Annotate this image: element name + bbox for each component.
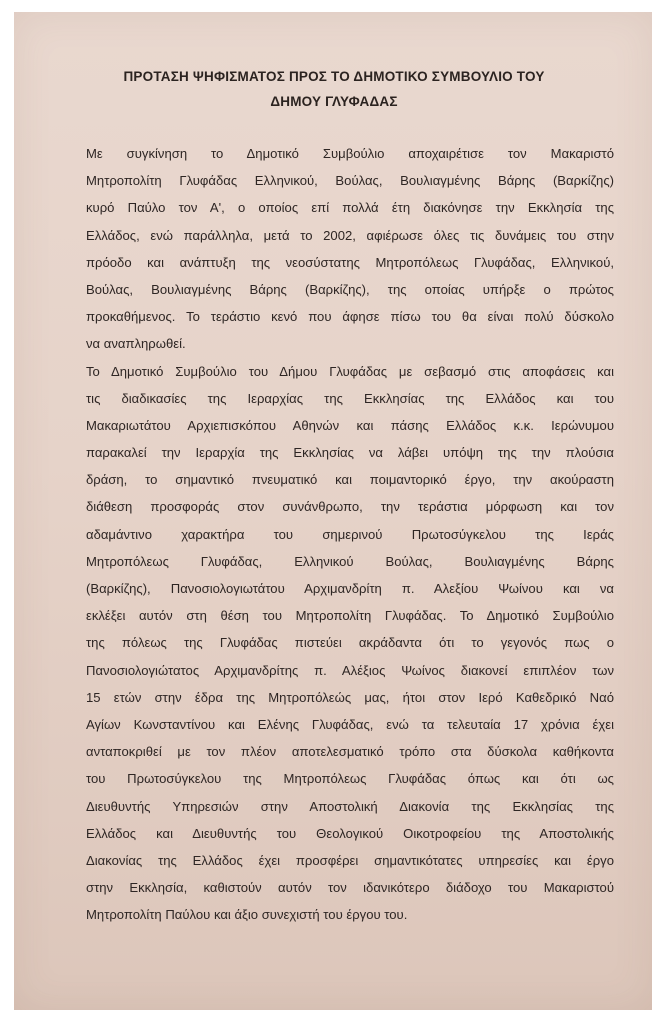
text-line: Μητροπόλεως Γλυφάδας, Ελληνικού Βούλας, Βουλιαγμένης Βάρης [86, 553, 614, 569]
text-line: τις διαδικασίες της Ιεραρχίας της Εκκλησίας της Ελλάδος και του [86, 390, 614, 406]
text-line: δράση, το σημαντικό πνευματικό και ποιμαντορικό έργο, την ακούραστη [86, 472, 614, 488]
text-line: στην Εκκλησία, καθιστούν αυτόν τον ιδανικότερο διάδοχο του Μακαριστού [86, 880, 614, 896]
title-line: ΔΗΜΟΥ ΓΛΥΦΑΔΑΣ [270, 94, 398, 109]
text-line: αδαμάντινο χαρακτήρα του σημερινού Πρωτοσύγκελου της Ιεράς [86, 526, 614, 542]
text-line: κυρό Παύλο τον Α', ο οποίος επί πολλά έτη διακόνησε την Εκκλησία της [86, 200, 614, 216]
text-line: προκαθήμενος. Το τεράστιο κενό που άφησε πίσω του θα είναι πολύ δύσκολο [86, 309, 614, 325]
text-line: να αναπληρωθεί. [86, 336, 186, 352]
document-page [14, 12, 652, 1010]
document-body [86, 140, 614, 928]
text-line: ανταποκριθεί με τον πλέον αποτελεσματικό τρόπο στα δύσκολα καθήκοντα [86, 744, 614, 760]
text-line: Βούλας, Βουλιαγμένης Βάρης (Βαρκίζης), της οποίας υπήρξε ο πρώτος [86, 281, 614, 297]
title-line: ΠΡΟΤΑΣΗ ΨΗΦΙΣΜΑΤΟΣ ΠΡΟΣ ΤΟ ΔΗΜΟΤΙΚΟ ΣΥΜΒΟΥΛΙΟ ΤΟΥ [123, 69, 545, 84]
text-line: εκλέξει αυτόν στη θέση του Μητροπολίτη Γλυφάδας. Το Δημοτικό Συμβούλιο [86, 608, 614, 624]
text-line: Με συγκίνηση το Δημοτικό Συμβούλιο αποχαιρέτισε τον Μακαριστό [86, 146, 614, 161]
paragraph-1 [86, 140, 614, 358]
text-line: Ελλάδος, ενώ παράλληλα, μετά το 2002, αφιέρωσε όλες τις δυνάμεις του στην [86, 227, 614, 243]
text-line: Μητροπολίτη Παύλου και άξιο συνεχιστή του έργου του. [86, 907, 408, 923]
text-line: Διευθυντής Υπηρεσιών στην Αποστολική Διακονία της Εκκλησίας της [86, 798, 614, 814]
text-line: διάθεση προσφοράς στον συνάνθρωπο, την τεράστια μόρφωση και τον [86, 499, 614, 515]
text-line: του Πρωτοσύγκελου της Μητροπόλεως Γλυφάδας όπως και ότι ως [86, 771, 614, 787]
text-line: παρακαλεί την Ιεραρχία της Εκκλησίας να λάβει υπόψη της την πλούσια [86, 445, 614, 461]
text-line: Ελλάδος και Διευθυντής του Θεολογικού Οικοτροφείου της Αποστολικής [86, 825, 614, 841]
text-line: Αγίων Κωνσταντίνου και Ελένης Γλυφάδας, ενώ τα τελευταία 17 χρόνια έχει [86, 716, 614, 732]
text-line: 15 ετών στην έδρα της Μητροπόλεώς μας, ήτοι στον Ιερό Καθεδρικό Ναό [86, 689, 614, 705]
text-line: Πανοσιολογιώτατος Αρχιμανδρίτης π. Αλέξιος Ψωίνος διακονεί επιπλέον των [86, 662, 614, 678]
text-line: της πόλεως της Γλυφάδας πιστεύει ακράδαντα ότι το γεγονός πως ο [86, 635, 614, 651]
text-line: (Βαρκίζης), Πανοσιολογιωτάτου Αρχιμανδρίτη π. Αλεξίου Ψωίνου και να [86, 581, 614, 596]
text-line: Μητροπολίτη Γλυφάδας Ελληνικού, Βούλας, Βουλιαγμένης Βάρης (Βαρκίζης) [86, 173, 614, 189]
text-line: Το Δημοτικό Συμβούλιο του Δήμου Γλυφάδας με σεβασμό στις αποφάσεις και [86, 363, 614, 379]
text-line: πρόοδο και ανάπτυξη της νεοσύστατης Μητροπόλεως Γλυφάδας, Ελληνικού, [86, 254, 614, 270]
document-title [74, 64, 594, 114]
text-line: Μακαριωτάτου Αρχιεπισκόπου Αθηνών και πάσης Ελλάδος κ.κ. Ιερώνυμου [86, 417, 614, 433]
text-line: Διακονίας της Ελλάδος έχει προσφέρει σημαντικότατες υπηρεσίες και έργο [86, 852, 614, 868]
paragraph-2 [86, 358, 614, 929]
